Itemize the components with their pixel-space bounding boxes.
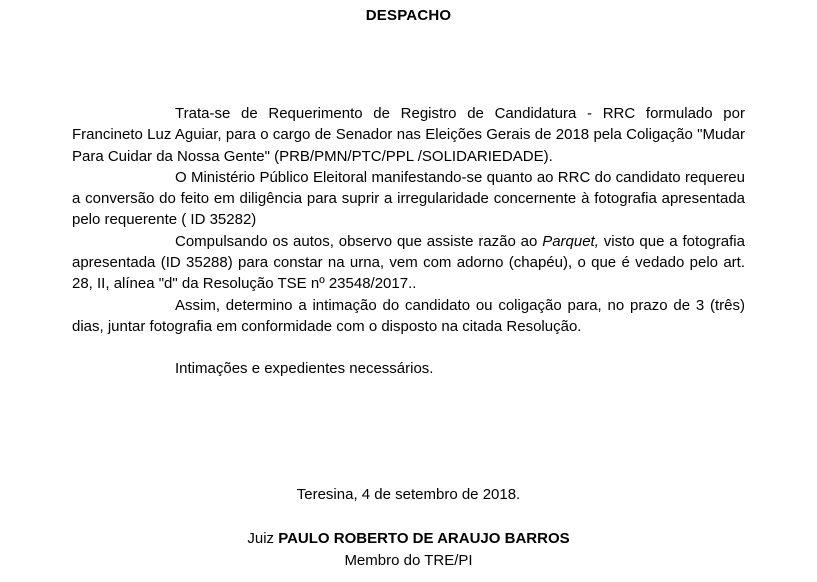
paragraph-analysis-start: Compulsando os autos, observo que assiste razão ao xyxy=(175,232,543,250)
paragraph-analysis xyxy=(72,231,745,295)
signature-line xyxy=(0,530,817,547)
signer-role: Membro do TRE/PI xyxy=(344,552,473,569)
document-title: DESPACHO xyxy=(365,7,452,24)
paragraph-request: Trata-se de Requerimento de Registro de Candidatura - RRC formulado por Francineto Luz Aguiar, para o cargo de Senador nas Eleições Gerais de 2018 pela Coligação "Mudar Para Cuidar da Nossa Gente" (PRB/PMN/PTC/PPL /SOLIDARIEDADE). xyxy=(72,105,745,165)
document-body xyxy=(72,103,745,380)
place-and-date: Teresina, 4 de setembro de 2018. xyxy=(296,486,521,503)
parquet-term: Parquet, xyxy=(542,232,599,250)
signer-name: PAULO ROBERTO DE ARAUJO BARROS xyxy=(278,530,570,547)
signer-title: Juiz xyxy=(247,530,279,547)
paragraph-determination: Assim, determino a intimação do candidato ou coligação para, no prazo de 3 (três) dias, juntar fotografia em conformidade com o disposto na citada Resolução. xyxy=(72,296,745,335)
paragraph-analysis-end: visto que a fotografia apresentada (ID 35288) para constar na urna, vem com adorno (chapéu), o que é vedado pelo art. 28, II, alínea "d" da Resolução TSE nº 23548/2017.. xyxy=(72,232,745,293)
paragraph-ministry: O Ministério Público Eleitoral manifestando-se quanto ao RRC do candidato requereu a conversão do feito em diligência para suprir a irregularidade concernente à fotografia apresentada pelo requerente ( ID 35282) xyxy=(72,168,745,229)
closing-line: Intimações e expedientes necessários. xyxy=(175,360,434,378)
